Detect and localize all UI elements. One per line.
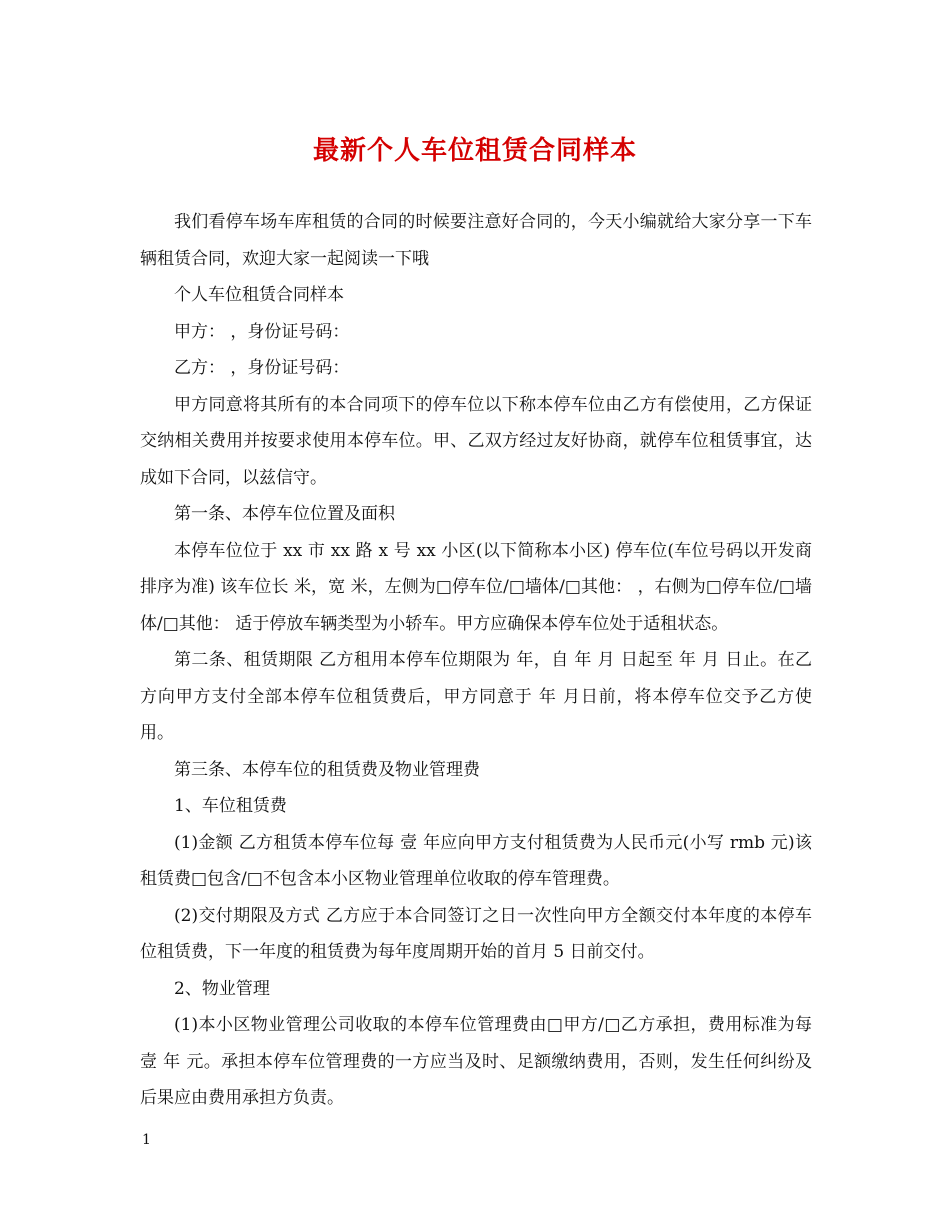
paragraph-article-3-heading: 第三条、本停车位的租赁费及物业管理费 [174,759,480,780]
document-body [140,204,812,1117]
paragraph-rent-payment: (2)交付期限及方式 乙方应于本合同签订之日一次性向甲方全额交付本年度的本停车位租赁费，下一年度的租赁费为每年度周期开始的首月 5 日前交付。 [140,905,812,962]
paragraph-intro: 我们看停车场车库租赁的合同的时候要注意好合同的，今天小编就给大家分享一下车辆租赁合同，欢迎大家一起阅读一下哦 [140,212,812,269]
page-number: 1 [142,1132,151,1148]
paragraph-management-heading: 2、物业管理 [174,978,270,999]
paragraph-subtitle: 个人车位租赁合同样本 [174,285,344,305]
paragraph-rent-amount: (1)金额 乙方租赁本停车位每 壹 年应向甲方支付租赁费为人民币元(小写 rmb 元)该租赁费□包含/□不包含本小区物业管理单位收取的停车管理费。 [140,832,812,889]
paragraph-article-2: 第二条、租赁期限 乙方租用本停车位期限为 年，自 年 月 日起至 年 月 日止。在乙方向甲方支付全部本停车位租赁费后，甲方同意于 年 月日前，将本停车位交予乙方使用。 [140,650,812,743]
paragraph-party-a: 甲方： ，身份证号码： [174,321,350,342]
paragraph-article-1-body: 本停车位位于 xx 市 xx 路 x 号 xx 小区(以下简称本小区) 停车位(车位号码以开发商排序为准) 该车位长 米，宽 米，左侧为□停车位/□墙体/□其他： ，右侧为□停车位/□墙体/□其他： 适于停放车辆类型为小轿车。甲方应确保本停车位处于适租状态。 [140,540,812,634]
paragraph-article-1-heading: 第一条、本停车位位置及面积 [174,504,395,524]
paragraph-management-fee: (1)本小区物业管理公司收取的本停车位管理费由□甲方/□乙方承担，费用标准为每 壹 年 元。承担本停车位管理费的一方应当及时、足额缴纳费用，否则，发生任何纠纷及后果应由费用承担方负责。 [140,1015,812,1108]
document-title: 最新个人车位租赁合同样本 [312,136,637,166]
paragraph-rent-heading: 1、车位租赁费 [174,796,287,816]
paragraph-agreement: 甲方同意将其所有的本合同项下的停车位以下称本停车位由乙方有偿使用，乙方保证交纳相关费用并按要求使用本停车位。甲、乙双方经过友好协商，就停车位租赁事宜，达成如下合同，以兹信守。 [140,394,812,488]
paragraph-party-b: 乙方： ，身份证号码： [174,358,350,378]
